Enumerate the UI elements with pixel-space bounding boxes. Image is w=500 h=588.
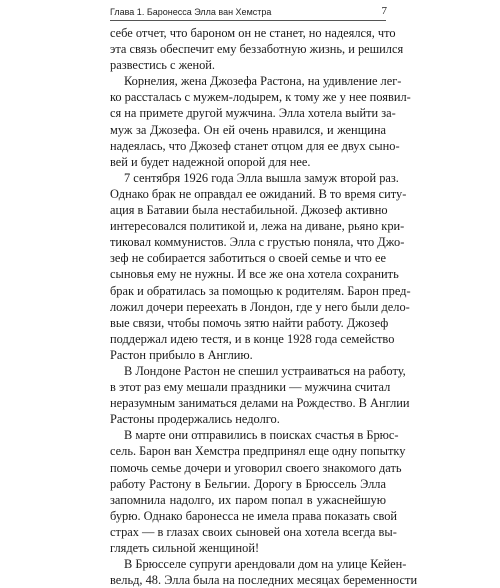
- text-line: запомнила надолго, их паром попал в ужаснейшую: [110, 492, 386, 507]
- text-line: 7 сентября 1926 года Элла вышла замуж второй раз.: [124, 170, 399, 185]
- body-text: [110, 25, 418, 588]
- text-line: ложил дочери переехать в Лондон, где у него были дело-: [110, 299, 410, 314]
- text-line: Растон прибыло в Англию.: [110, 347, 253, 362]
- running-title: Глава 1. Баронесса Элла ван Хемстра: [110, 7, 272, 17]
- text-line: себе отчет, что бароном он не станет, но надеялся, что: [110, 26, 396, 40]
- text-line: помочь семье дочери и уговорил своего знакомого дать: [110, 460, 402, 475]
- text-line: вельд, 48. Элла была на последних месяцах беременности: [110, 573, 418, 588]
- text-line: страх — в глазах своих сыновей она хотела всегда вы-: [110, 524, 397, 539]
- text-line: В Лондоне Растон не спешил устраиваться на работу,: [124, 363, 406, 378]
- text-line: развестись с женой.: [110, 58, 216, 73]
- text-line: в этот раз ему мешали праздники — мужчина считал: [110, 380, 391, 395]
- text-line: сыновья ему не нужны. И все же она хотела сохранить: [110, 267, 399, 282]
- text-line: ко рассталась с мужем-лодырем, к тому же у нее появил-: [110, 90, 411, 105]
- text-line: зеф не собирается заботиться о своей семье и что ее: [110, 251, 386, 266]
- text-line: эта связь обеспечит ему беззаботную жизнь, и решился: [110, 42, 404, 57]
- text-line: бурю. Однако баронесса не имела права показать свой: [110, 508, 398, 523]
- text-line: надеялась, что Джозеф станет отцом для ее двух сыно-: [110, 138, 400, 153]
- text-line: поддержал идею тестя, и в конце 1928 года семейство: [110, 331, 395, 346]
- text-line: тиковал коммунистов. Элла с грустью поняла, что Джо-: [110, 235, 405, 250]
- text-line: В марте они отправились в поисках счастья в Брюс-: [124, 428, 399, 443]
- header-rule: [110, 20, 386, 21]
- text-line: Однако брак не оправдал ее ожиданий. В то время ситу-: [110, 186, 407, 201]
- text-line: ация в Батавии была нестабильной. Джозеф активно: [110, 203, 388, 218]
- text-line: брак и обратилась за помощью к родителям. Барон пред-: [110, 283, 411, 298]
- text-line: сель. Барон ван Хемстра предпринял еще одну попытку: [110, 444, 406, 459]
- page-number: 7: [381, 5, 387, 17]
- text-line: глядеть сильной женщиной!: [110, 541, 260, 555]
- text-line: В Брюсселе супруги арендовали дом на улице Кейен-: [124, 557, 407, 572]
- text-line: неразумным заниматься делами на Рождество. В Англии: [110, 396, 410, 411]
- text-line: работу Растону в Бельгии. Дорогу в Брюссель Элла: [110, 476, 386, 491]
- text-line: вей и будет надежной опорой для нее.: [110, 154, 311, 169]
- text-line: Растоны продержались недолго.: [110, 412, 280, 427]
- text-line: муж за Джозефа. Он ей очень нравился, и женщина: [110, 122, 386, 137]
- text-line: вые связи, чтобы помочь зятю найти работу. Джозеф: [110, 315, 389, 330]
- text-line: ся на примете другой мужчина. Элла хотела выйти за-: [110, 106, 396, 121]
- text-line: Корнелия, жена Джозефа Растона, на удивление лег-: [124, 74, 402, 89]
- text-line: интересовался политикой и, лежа на диване, рьяно кри-: [110, 219, 405, 234]
